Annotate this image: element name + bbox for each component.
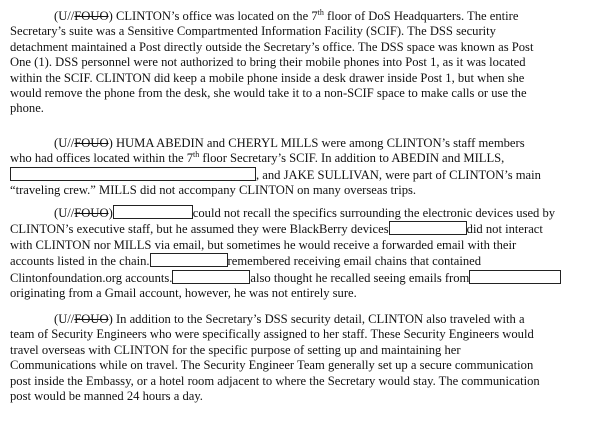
paragraph-staff-members — [10, 136, 582, 199]
redaction-box — [113, 205, 193, 219]
paragraph-line: One (1). DSS personnel were not authorized to bring their mobile phones into Post 1, as it was located — [10, 55, 526, 70]
paragraph-electronic-devices — [10, 205, 582, 301]
redaction-box — [172, 270, 250, 284]
paragraph-line: within the SCIF. CLINTON did keep a mobile phone inside a desk drawer inside Post 1, but when she — [10, 70, 525, 85]
classification-marking: (U//FOUO) — [54, 9, 113, 23]
paragraph-line: “traveling crew.” MILLS did not accompany CLINTON on many overseas trips. — [10, 183, 417, 198]
classification-marking: (U//FOUO) — [54, 312, 113, 326]
classification-marking: (U//FOUO) — [54, 136, 113, 150]
redaction-box — [150, 253, 228, 267]
classification-marking: (U//FOUO) — [54, 206, 113, 220]
paragraph-line: , and JAKE SULLIVAN, were part of CLINTON’s main — [10, 167, 582, 183]
redaction-box — [469, 270, 561, 284]
paragraph-line: Secretary’s suite was a Sensitive Compartmented Information Facility (SCIF). The DSS security — [10, 24, 496, 39]
paragraph-line: with CLINTON nor MILLS via email, but sometimes he would receive a forwarded email with their — [10, 237, 517, 252]
paragraph-security-engineers — [10, 312, 582, 404]
paragraph-line: CLINTON’s executive staff, but he assumed they were BlackBerry devices did not interact — [10, 222, 543, 237]
paragraph-line: travel overseas with CLINTON for the specific purpose of setting up and maintaining her — [10, 342, 461, 357]
paragraph-line: post inside the Embassy, or a hotel room adjacent to where the Secretary would stay. The communication — [10, 373, 540, 388]
paragraph-line: (U//FOUO) could not recall the specifics surrounding the electronic devices used by — [54, 206, 556, 220]
paragraph-line: detachment maintained a Post directly outside the Secretary’s office. The DSS space was known as Post — [10, 39, 534, 54]
paragraph-line: phone. — [10, 101, 44, 116]
paragraph-office-location — [10, 9, 582, 117]
paragraph-line: originating from a Gmail account, however, he was not entirely sure. — [10, 286, 357, 301]
redaction-box — [10, 167, 256, 181]
redaction-box — [389, 221, 467, 235]
paragraph-line: team of Security Engineers who were specifically assigned to her staff. These Security Engineers would — [10, 327, 534, 342]
paragraph-line: post would be manned 24 hours a day. — [10, 389, 203, 404]
paragraph-line: accounts listed in the chain. remembered receiving email chains that contained — [10, 254, 482, 269]
paragraph-line: (U//FOUO) In addition to the Secretary’s DSS security detail, CLINTON also traveled with a — [54, 312, 525, 326]
paragraph-line: (U//FOUO) HUMA ABEDIN and CHERYL MILLS were among CLINTON’s staff members — [54, 136, 525, 150]
paragraph-line: Communications while on travel. The Security Engineer Team generally set up a secure communication — [10, 358, 534, 373]
paragraph-line: Clintonfoundation.org accounts. also thought he recalled seeing emails from — [10, 270, 582, 286]
paragraph-line: (U//FOUO) CLINTON’s office was located on the 7th floor of DoS Headquarters. The entire — [54, 8, 519, 23]
paragraph-line: who had offices located within the 7th floor Secretary’s SCIF. In addition to ABEDIN and MILLS, — [10, 150, 505, 166]
paragraph-line: would remove the phone from the desk, she would take it to a non-SCIF space to make calls or use the — [10, 86, 527, 101]
